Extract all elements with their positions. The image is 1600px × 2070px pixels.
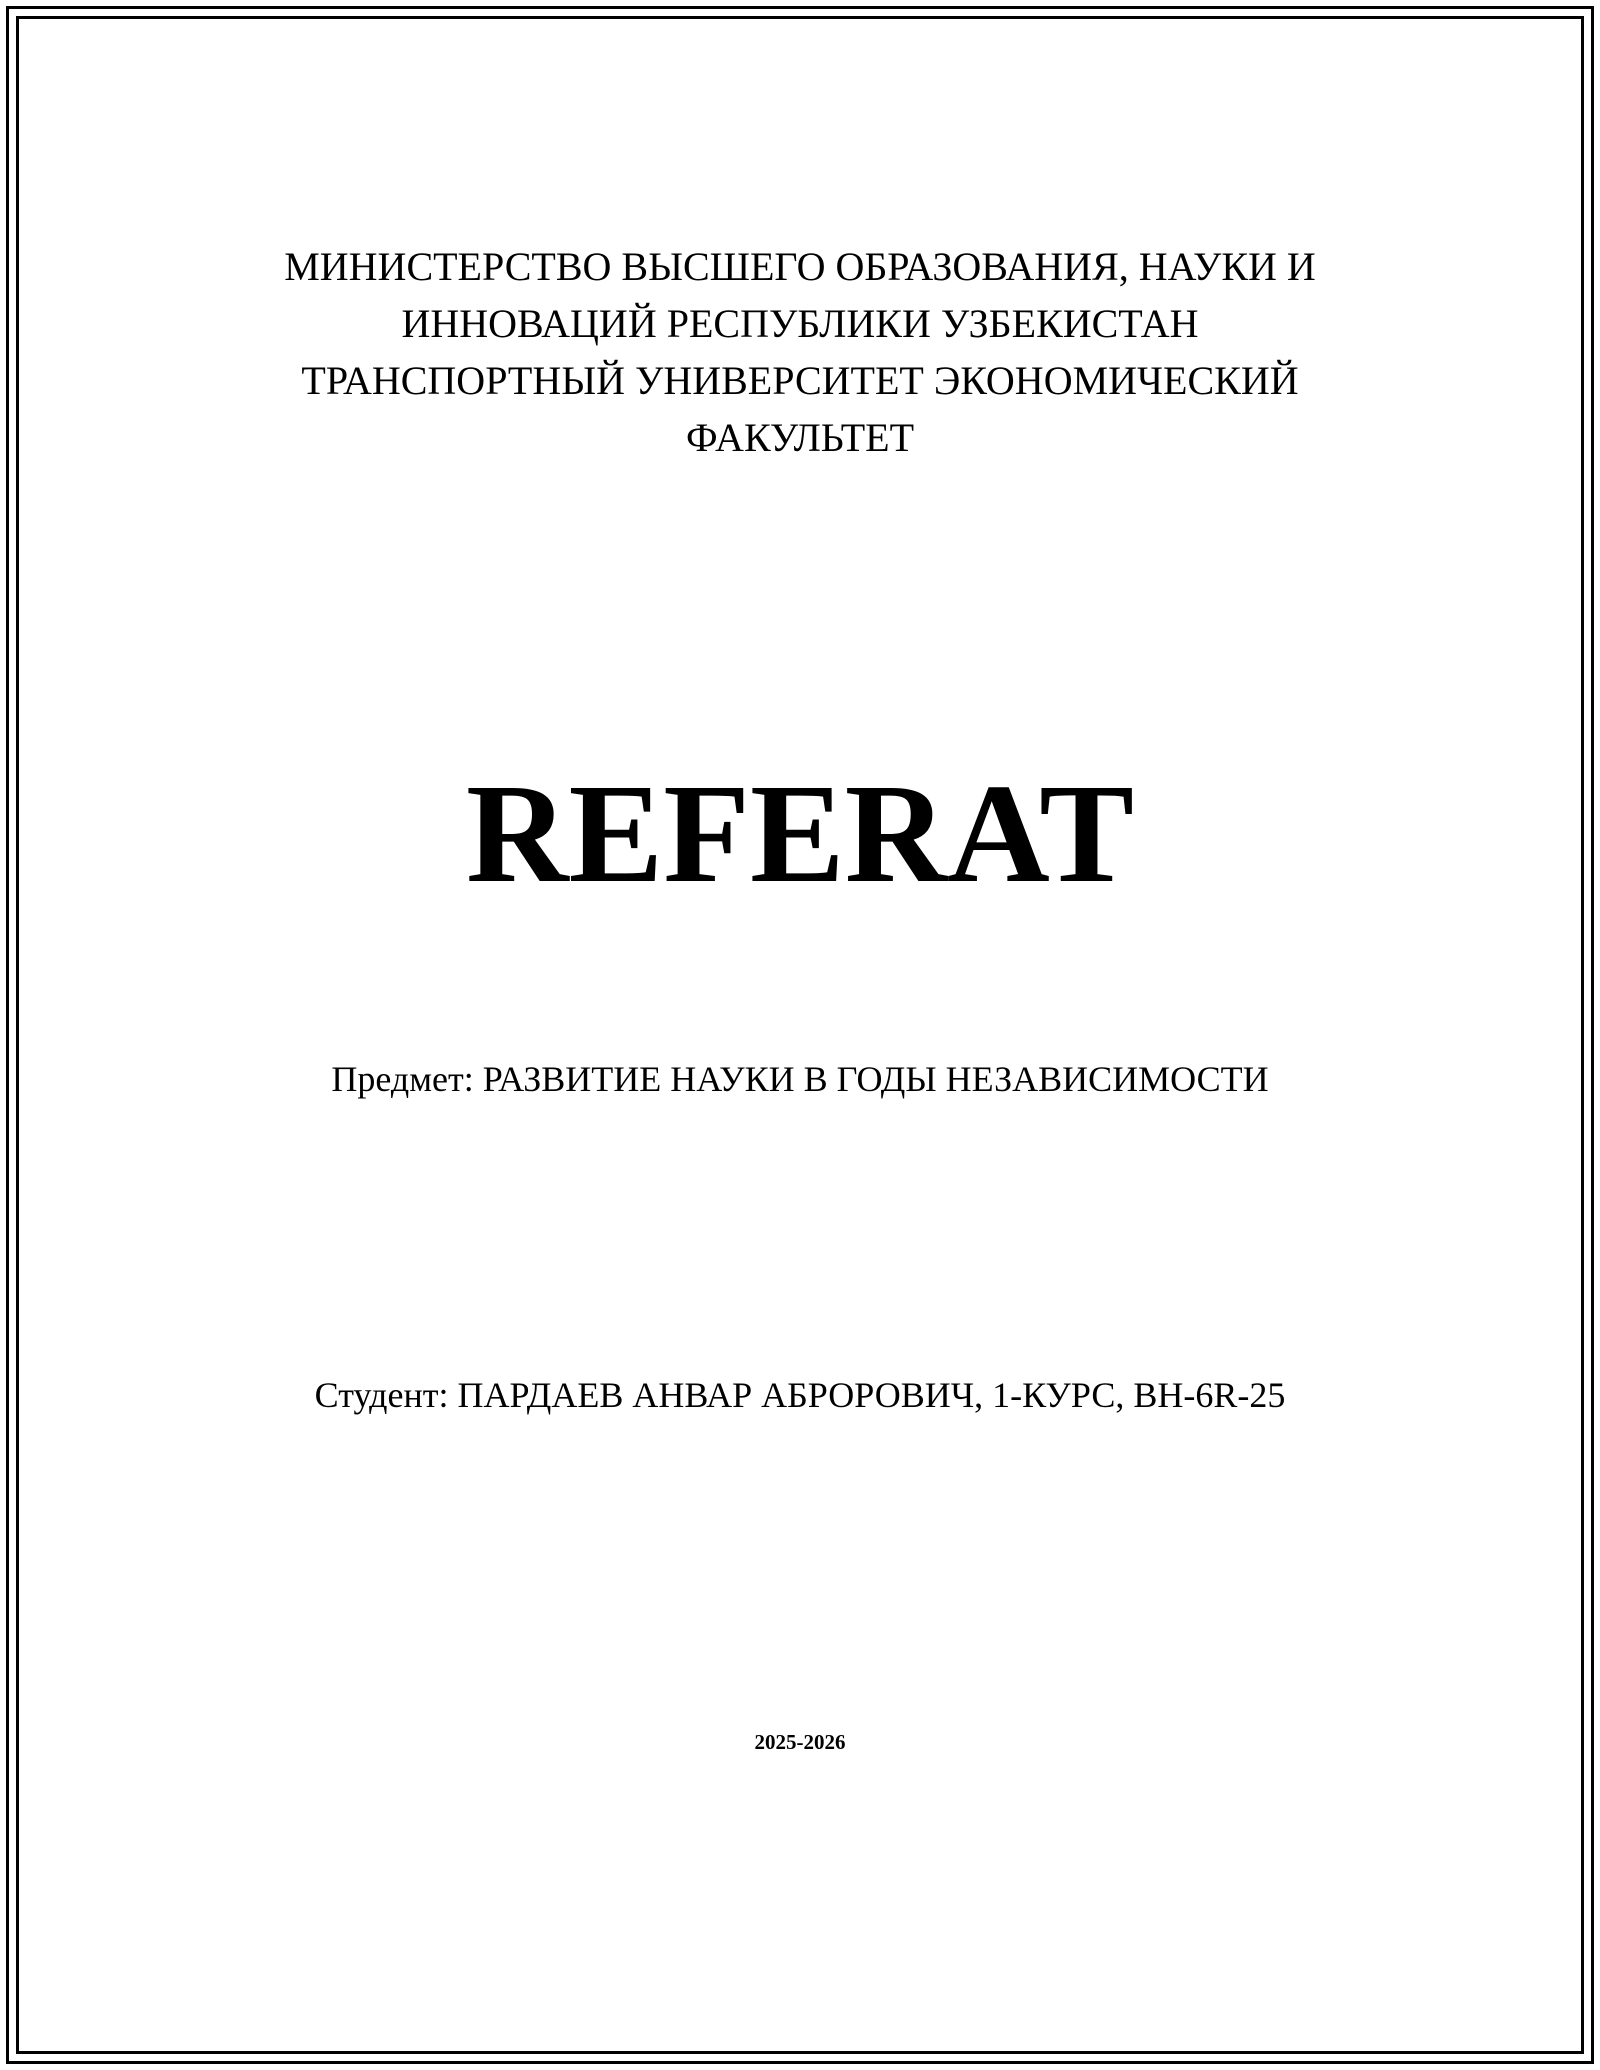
document-title: REFERAT <box>466 754 1134 912</box>
subject-line: Предмет: РАЗВИТИЕ НАУКИ В ГОДЫ НЕЗАВИСИМОСТИ <box>331 1059 1269 1099</box>
header-line: МИНИСТЕРСТВО ВЫСШЕГО ОБРАЗОВАНИЯ, НАУКИ И <box>284 244 1316 289</box>
header-line: ФАКУЛЬТЕТ <box>685 415 915 460</box>
student-line: Студент: ПАРДАЕВ АНВАР АБРОРОВИЧ, 1-КУРС, ВН-6R-25 <box>314 1375 1286 1415</box>
institution-header <box>150 238 1450 466</box>
header-line: ИННОВАЦИЙ РЕСПУБЛИКИ УЗБЕКИСТАН <box>401 301 1199 346</box>
header-line: ТРАНСПОРТНЫЙ УНИВЕРСИТЕТ ЭКОНОМИЧЕСКИЙ <box>301 358 1299 403</box>
academic-year: 2025-2026 <box>754 1730 846 1754</box>
